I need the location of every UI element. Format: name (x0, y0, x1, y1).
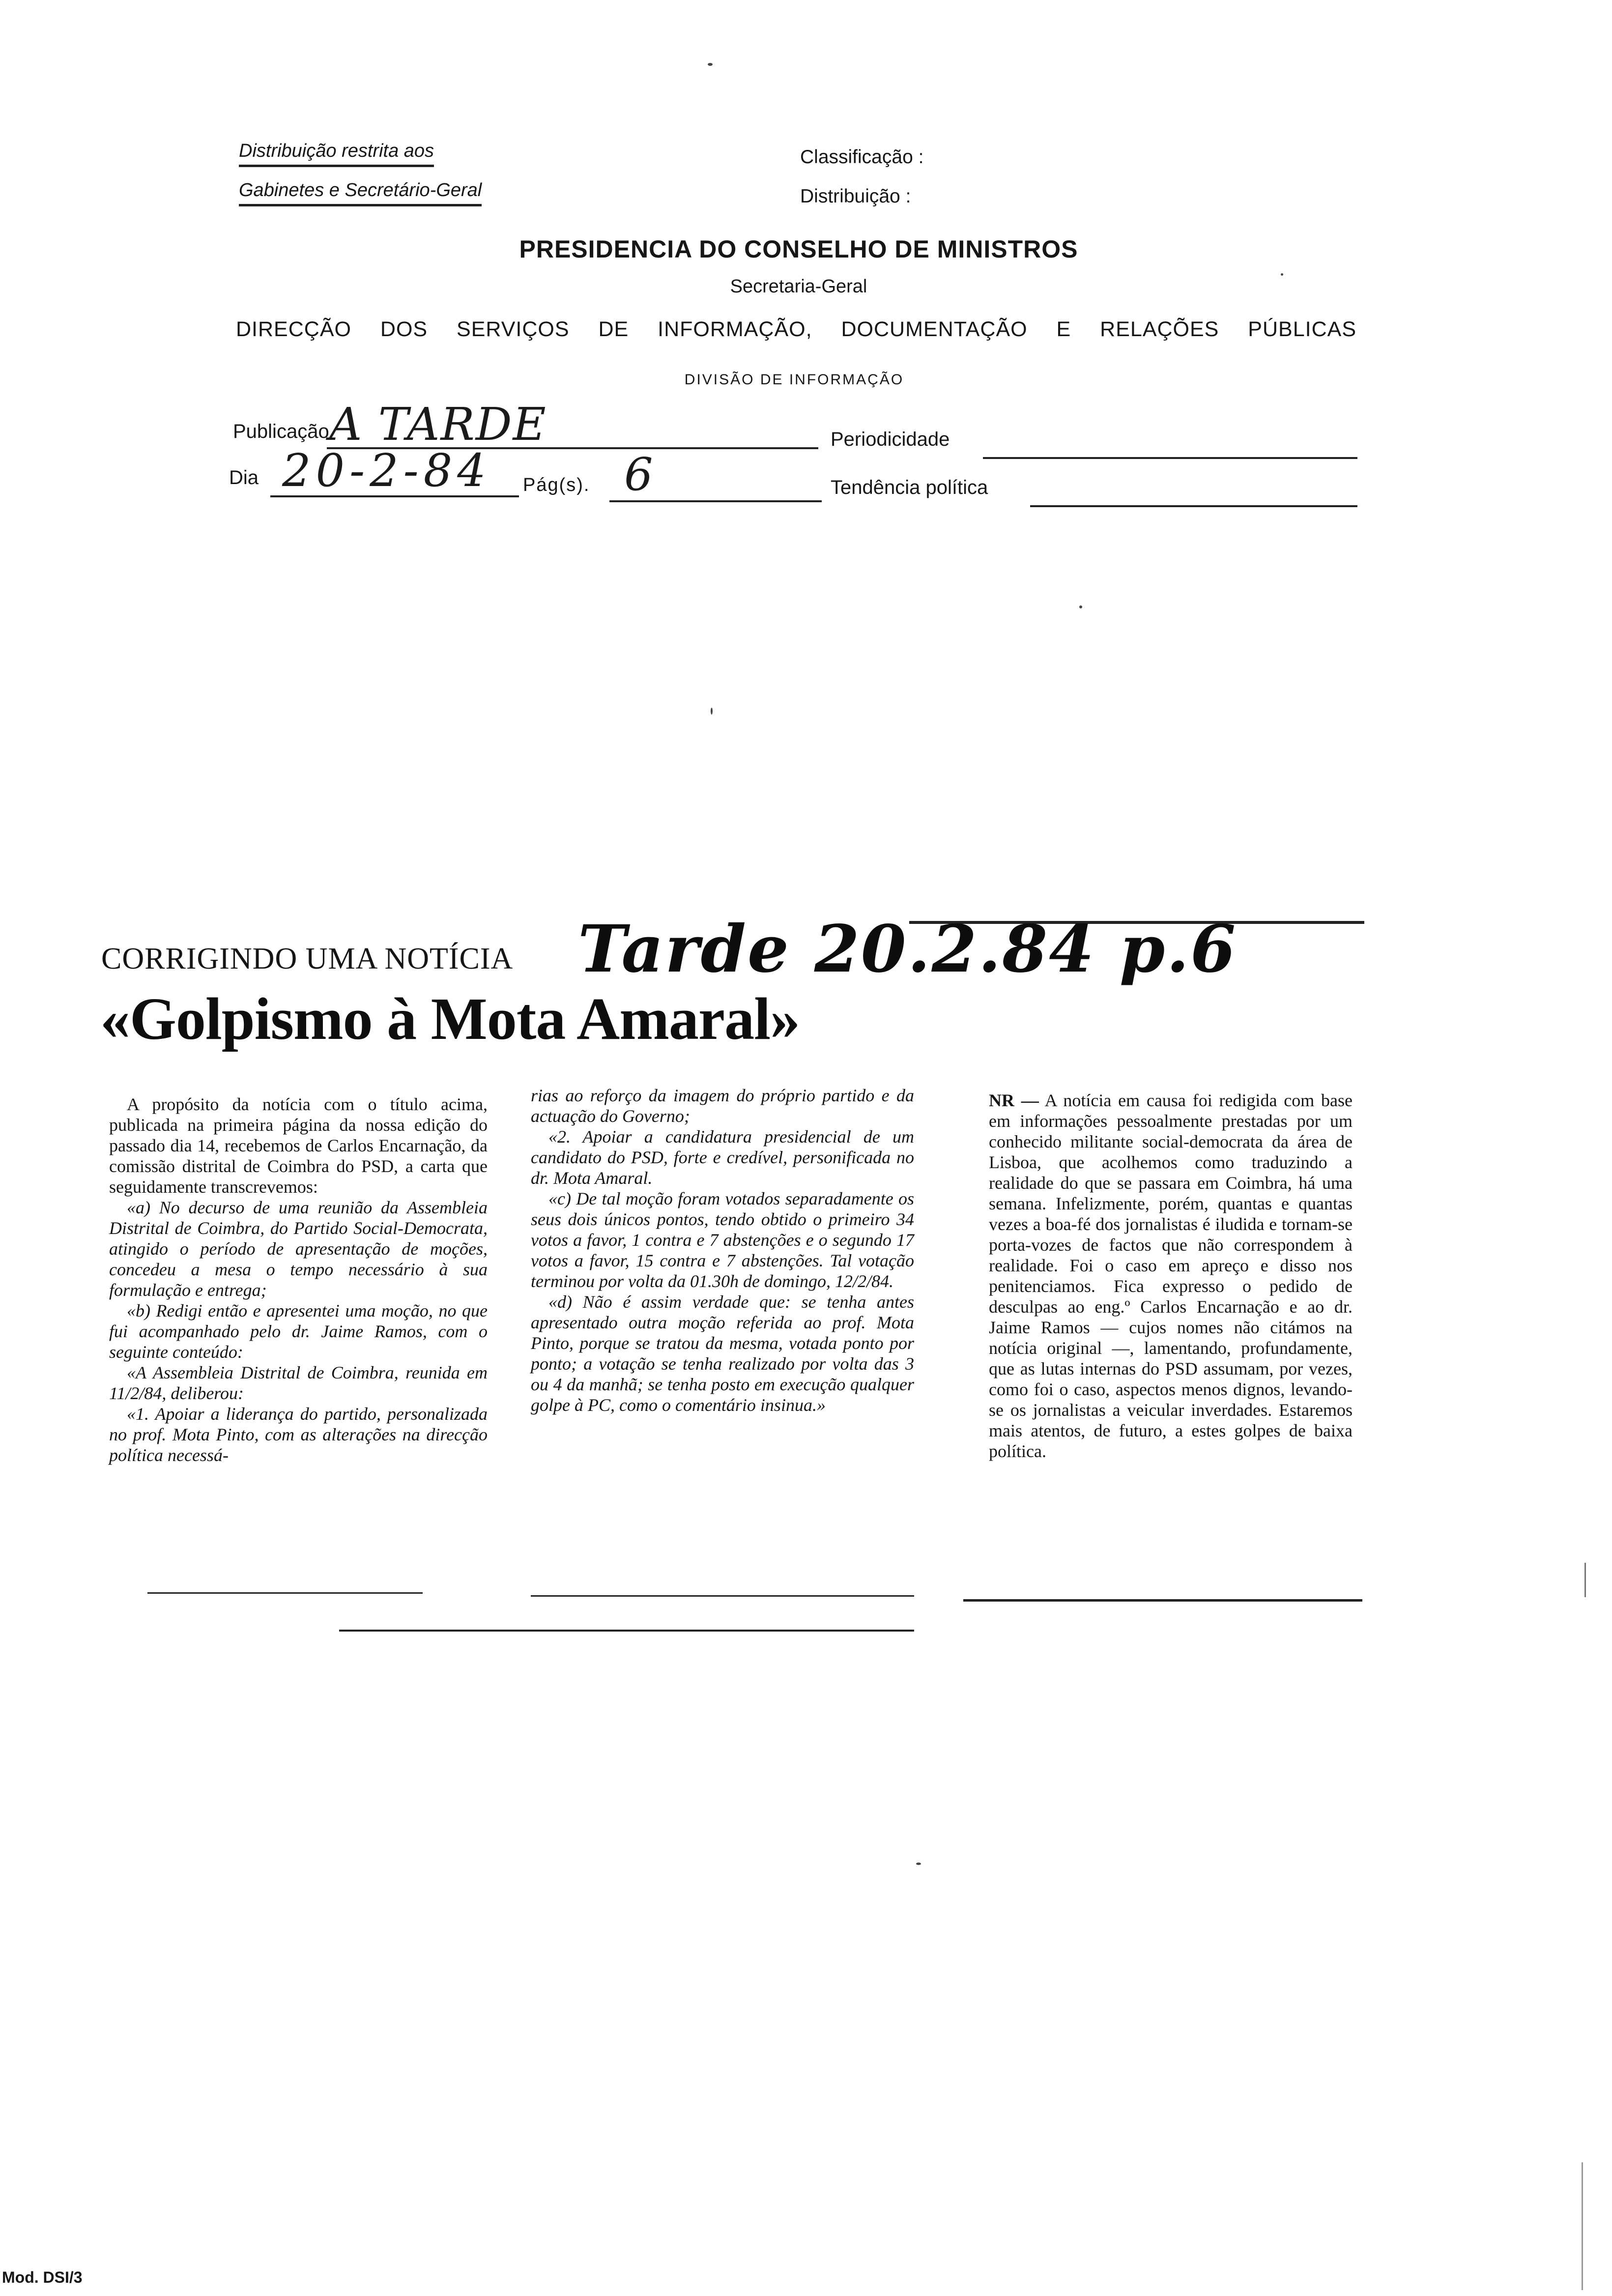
article-paragraph: «1. Apoiar a liderança do partido, personalizada no prof. Mota Pinto, com as alterações na direcção política necessá- (109, 1404, 488, 1465)
scan-edge-mark (1584, 1563, 1586, 1597)
directorate-title: DIRECÇÃO DOS SERVIÇOS DE INFORMAÇÃO, DOCUMENTAÇÃO E RELAÇÕES PÚBLICAS (236, 317, 1356, 341)
secretariat-title: Secretaria-Geral (730, 276, 867, 297)
editor-note-text: A notícia em causa foi redigida com base em informações pessoalmente prestadas por um conhecido militante social-democrata da área de Lisboa, que acolhemos como traduzindo a realidade do que se passara em Coimbra, há uma semana. Infelizmente, porém, quantas e quantas vezes a boa-fé dos jornalistas é iludida e tornam-se porta-vozes de factos que não correspondem à realidade. Foi o caso em apreço e disso nos penitenciamos. Fica expresso o pedido de desculpas ao eng.º Carlos Encarnação e ao dr. Jaime Ramos — cujos nomes não citámos na notícia original —, lamentando, profundamente, que as lutas internas do PSD assumam, por vezes, como foi o caso, aspectos menos dignos, levando-se os jornalistas a veicular inverdades. Estaremos mais atentos, de futuro, a estes golpes de baixa política. (989, 1091, 1353, 1461)
article-paragraph: «a) No decurso de uma reunião da Assembleia Distrital de Coimbra, do Partido Social-Democrata, atingido o período de apresentação de moções, concedeu a mesa o tempo necessário à sua formulação e entrega; (109, 1198, 488, 1300)
column-2-bottom-rule (531, 1595, 914, 1597)
periodicity-label: Periodicidade (831, 429, 950, 450)
scan-edge-mark (1582, 2162, 1583, 2290)
pages-value: 6 (624, 448, 653, 501)
restricted-distribution-line2: Gabinetes e Secretário-Geral (239, 180, 482, 206)
distribution-label: Distribuição : (800, 186, 911, 207)
column-3-bottom-rule (963, 1599, 1362, 1602)
publication-value: A TARDE (329, 398, 547, 451)
clipping-bottom-rule (339, 1630, 914, 1632)
ministry-title: PRESIDENCIA DO CONSELHO DE MINISTROS (519, 235, 1078, 263)
article-column-2 (531, 1085, 914, 1415)
scan-speck (1079, 605, 1082, 608)
pages-fill-line (609, 500, 822, 502)
article-paragraph: «2. Apoiar a candidatura presidencial de um candidato do PSD, forte e credível, personificada no dr. Mota Amaral. (531, 1127, 914, 1188)
handwritten-source-note: Tarde 20.2.84 p.6 (578, 911, 1238, 987)
day-value: 20-2-84 (282, 444, 491, 497)
periodicity-fill-line (983, 457, 1357, 459)
article-paragraph: «d) Não é assim verdade que: se tenha antes apresentado outra moção referida ao prof. Mota Pinto, porque se tratou da mesma, votada ponto por ponto; a votação se tenha realizado por volta das 3 ou 4 da manhã; se tenha posto em execução qualquer golpe à PC, como o comentário insinua.» (531, 1292, 914, 1415)
article-column-1 (109, 1094, 488, 1465)
tendency-label: Tendência política (831, 477, 988, 498)
tendency-fill-line (1030, 505, 1357, 507)
division-title: DIVISÃO DE INFORMAÇÃO (684, 372, 904, 388)
scan-speck (916, 1863, 921, 1865)
article-paragraph: «b) Redigi então e apresentei uma moção, no que fui acompanhado pelo dr. Jaime Ramos, com o seguinte conteúdo: (109, 1301, 488, 1362)
form-model-code: Mod. DSI/3 (2, 2268, 83, 2286)
article-paragraph: «c) De tal moção foram votados separadamente os seus dois únicos pontos, tendo obtido o primeiro 34 votos a favor, 1 contra e 7 abstenções e o segundo 17 votos a favor, 15 contra e 7 abstenções. Tal votação terminou por volta da 01.30h de domingo, 12/2/84. (531, 1189, 914, 1291)
article-paragraph: rias ao reforço da imagem do próprio partido e da actuação do Governo; (531, 1086, 914, 1126)
article-paragraph: A propósito da notícia com o título acima, publicada na primeira página da nossa edição do passado dia 14, recebemos de Carlos Encarnação, da comissão distrital de Coimbra do PSD, a carta que seguidamente transcrevemos: (109, 1094, 488, 1197)
classification-label: Classificação : (800, 146, 924, 168)
restricted-distribution-line1: Distribuição restrita aos (239, 141, 434, 167)
publication-label: Publicação (233, 421, 329, 442)
editor-note-lead: NR — (989, 1091, 1039, 1110)
column-1-bottom-rule (147, 1592, 423, 1594)
scan-speck (711, 708, 713, 715)
article-headline: «Golpismo à Mota Amaral» (100, 986, 800, 1052)
day-fill-line (270, 495, 519, 497)
day-label: Dia (229, 467, 259, 488)
editor-note-column (989, 1090, 1353, 1462)
scan-speck (708, 63, 713, 66)
editor-note-paragraph (989, 1090, 1353, 1462)
pages-label: Pág(s). (523, 475, 590, 495)
article-kicker: CORRIGINDO UMA NOTÍCIA (101, 942, 514, 976)
scan-speck (1281, 273, 1283, 276)
article-paragraph: «A Assembleia Distrital de Coimbra, reunida em 11/2/84, deliberou: (109, 1363, 488, 1403)
